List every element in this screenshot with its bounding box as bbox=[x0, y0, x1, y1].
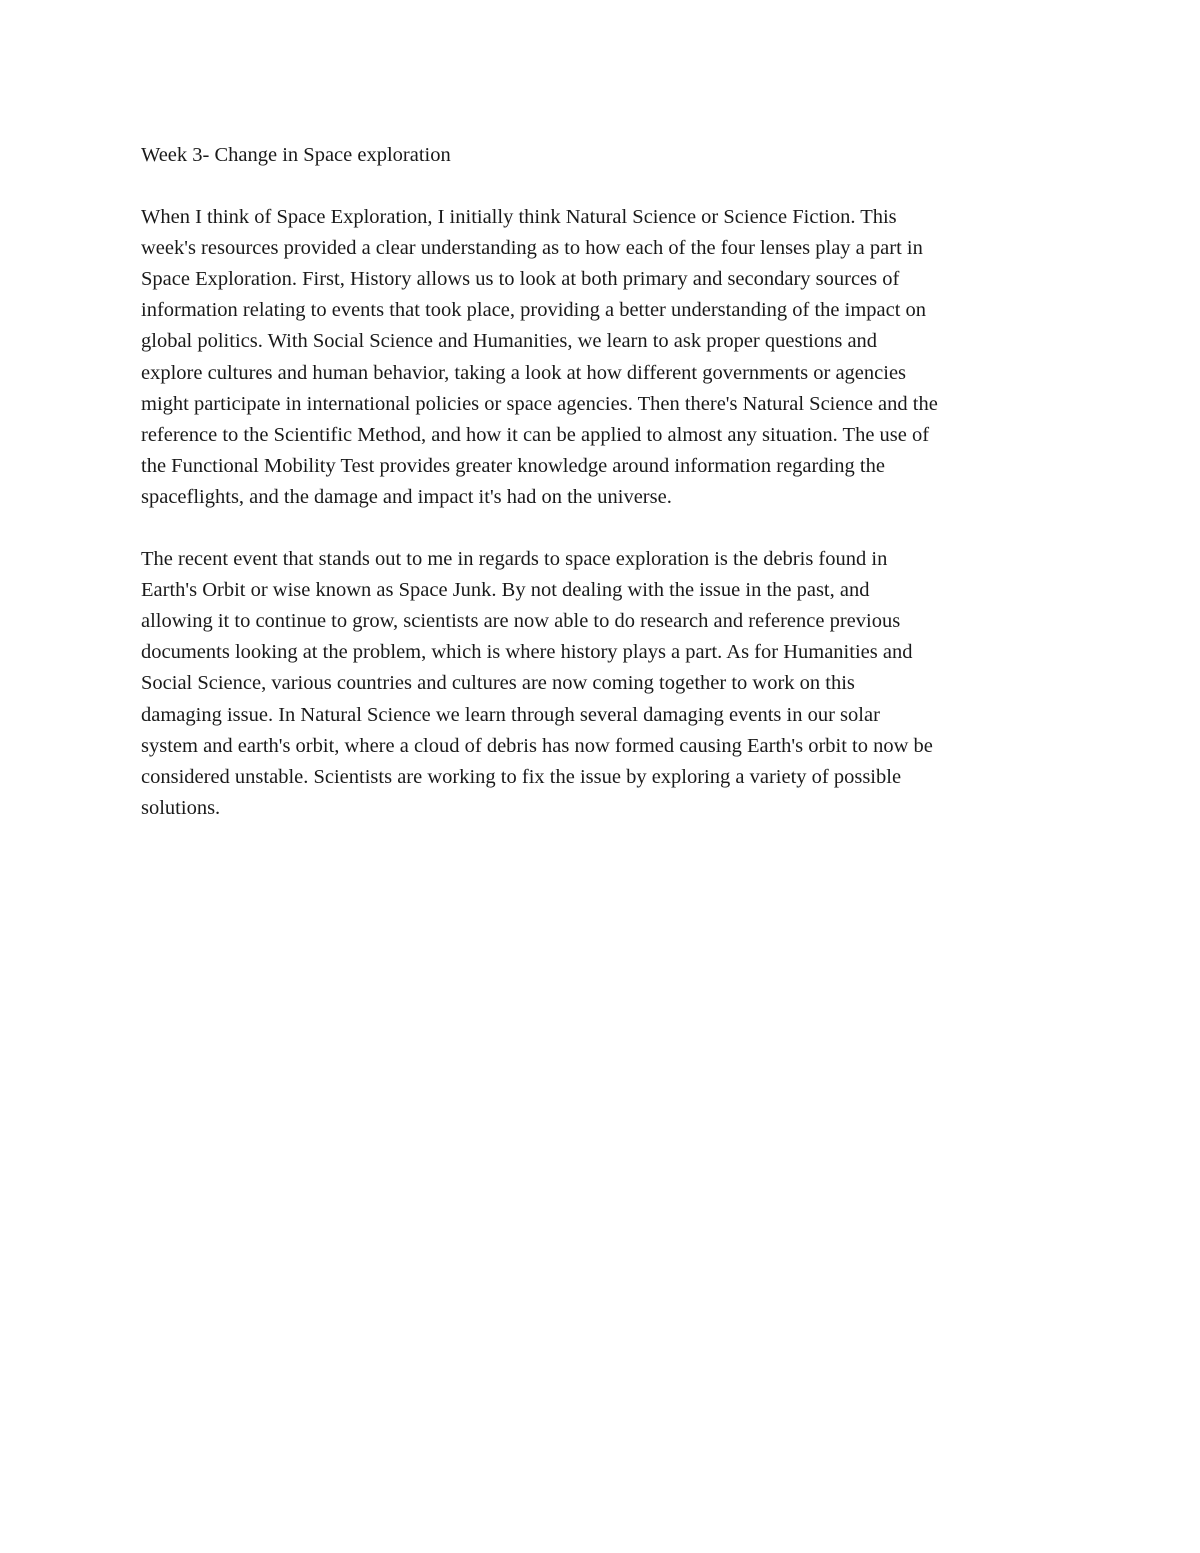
paragraph-line: spaceflights, and the damage and impact it's had on the universe. bbox=[141, 485, 672, 508]
paragraph-1 bbox=[141, 202, 1066, 513]
paragraph-line: When I think of Space Exploration, I initially think Natural Science or Science Fiction. This bbox=[141, 206, 897, 229]
paragraph-line: damaging issue. In Natural Science we learn through several damaging events in our solar bbox=[141, 703, 880, 726]
paragraph-line: allowing it to continue to grow, scientists are now able to do research and reference previous bbox=[141, 610, 901, 633]
paragraph-line: might participate in international policies or space agencies. Then there's Natural Science and the bbox=[141, 392, 938, 415]
paragraph-line: Space Exploration. First, History allows us to look at both primary and secondary sources of bbox=[141, 268, 900, 291]
paragraph-line: information relating to events that took place, providing a better understanding of the impact on bbox=[141, 299, 927, 322]
paragraph-line: week's resources provided a clear understanding as to how each of the four lenses play a part in bbox=[141, 237, 923, 260]
paragraph-line: documents looking at the problem, which is where history plays a part. As for Humanities and bbox=[141, 641, 913, 664]
document-title: Week 3- Change in Space exploration bbox=[141, 144, 451, 166]
paragraph-line: Social Science, various countries and cultures are now coming together to work on this bbox=[141, 672, 855, 695]
paragraph-2 bbox=[141, 544, 1066, 824]
paragraph-line: considered unstable. Scientists are working to fix the issue by exploring a variety of possible bbox=[141, 765, 902, 788]
paragraph-line: solutions. bbox=[141, 796, 221, 819]
document-body bbox=[141, 140, 1066, 824]
paragraph-line: global politics. With Social Science and Humanities, we learn to ask proper questions and bbox=[141, 330, 878, 353]
paragraph-line: The recent event that stands out to me in regards to space exploration is the debris found in bbox=[141, 548, 888, 571]
paragraph-line: the Functional Mobility Test provides greater knowledge around information regarding the bbox=[141, 454, 885, 477]
paragraph-line: system and earth's orbit, where a cloud of debris has now formed causing Earth's orbit to now be bbox=[141, 734, 933, 757]
paragraph-line: explore cultures and human behavior, taking a look at how different governments or agencies bbox=[141, 361, 907, 384]
paragraph-line: Earth's Orbit or wise known as Space Junk. By not dealing with the issue in the past, and bbox=[141, 579, 870, 602]
paragraph-line: reference to the Scientific Method, and how it can be applied to almost any situation. The use of bbox=[141, 423, 930, 446]
